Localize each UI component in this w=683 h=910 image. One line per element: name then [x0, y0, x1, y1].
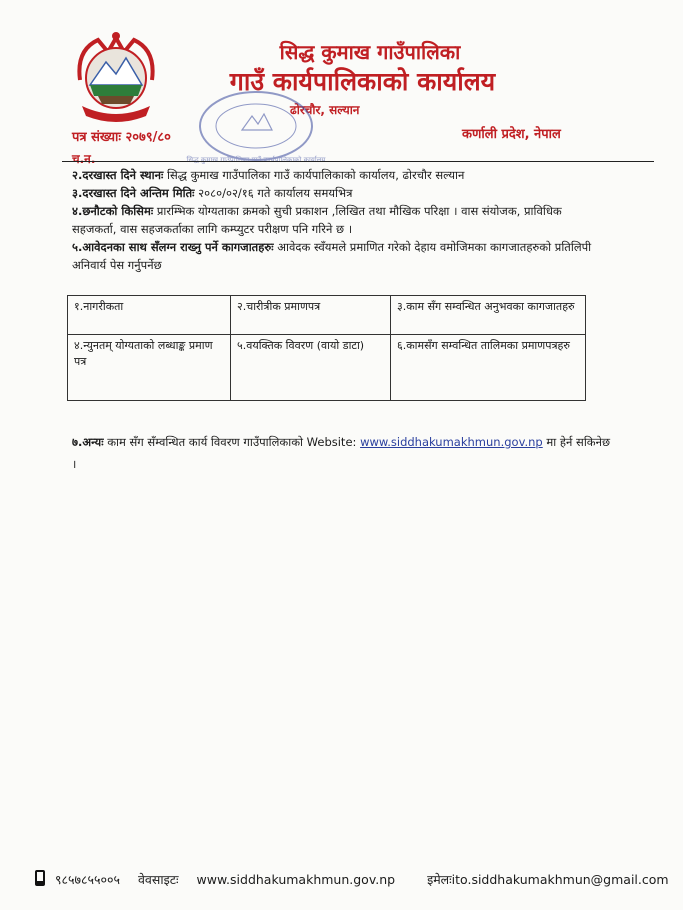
phone-icon [33, 870, 47, 886]
item-7-other: ७.अन्यः काम सँग सँम्वन्धित कार्य विवरण गाउँपालिकाको Website: www.siddhakumakhmun.gov.np मा हेर्न सकिनेछ । [72, 435, 611, 471]
footer-phone: ९८५७८५५००५ [54, 872, 120, 887]
item-5: ५.आवेदनका साथ सँलग्न राख्नु पर्ने कागजातहरुः आवेदक स्वँयमले प्रमाणित गरेको देहाय वमोजिमका कागजातहरुको प्रतिलिपी अनिवार्य पेस गर्नुपर्नेछ [72, 240, 592, 272]
footer-website: वेवसाइटः www.siddhakumakhmun.gov.np [137, 872, 396, 887]
province-name: कर्णाली प्रदेश, नेपाल [462, 127, 561, 142]
table-row [68, 296, 586, 335]
table-cell: ५.वयक्तिक विवरण (वायो डाटा) [231, 334, 391, 400]
reference-number: पत्र संख्याः २०७९/८० [72, 130, 171, 145]
dispatch-number: च.न. [72, 152, 96, 166]
footer-email: इमेलःito.siddhakumakhmun@gmail.com [427, 872, 669, 887]
item-3: ३.दरखास्त दिने अन्तिम मितिः २०८०/०२/१६ गते कार्यालय समयभित्र [72, 186, 353, 200]
item-4: ४.छनौटको किसिमः प्रारम्भिक योग्यताका क्रमको सुची प्रकाशन ,लिखित तथा मौखिक परिक्षा । वास संयोजक, प्राविधिक सहजकर्ता, वास सहजकर्ताका लागि कम्प्युटर परीक्षण पनि गरिने छ । [72, 204, 562, 236]
office-name: गाउँ कार्यपालिकाको कार्यालय [229, 67, 496, 96]
header-divider [62, 161, 654, 162]
table-cell: ६.कामसँग सम्वन्धित तालिमका प्रमाणपत्रहरु [391, 334, 586, 400]
table-cell: ४.न्युनतम् योग्यताको लब्धाङ्क प्रमाण पत्र [68, 334, 231, 400]
table-cell: १.नागरीकता [68, 296, 231, 335]
office-address: ढोरचौर, सल्यान [290, 103, 360, 117]
website-link[interactable]: www.siddhakumakhmun.gov.np [360, 435, 543, 449]
svg-text:सिद्ध कुमाख गाउँपालिका गाउँ का: सिद्ध कुमाख गाउँपालिका गाउँ कार्यपालिकाको कार्यालय [186, 156, 326, 164]
required-documents-table [67, 295, 586, 401]
table-row [68, 334, 586, 400]
table-cell: ३.काम सँग सम्वन्धित अनुभवका कागजातहरु [391, 296, 586, 335]
item-2: २.दरखास्त दिने स्थानः सिद्ध कुमाख गाउँपालिका गाउँ कार्यपालिकाको कार्यालय, ढोरचौर सल्यान [72, 168, 465, 182]
notice-body [72, 166, 602, 274]
footer-contact [33, 870, 669, 888]
municipality-name: सिद्ध कुमाख गाउँपालिका [279, 40, 461, 64]
table-cell: २.चारीत्रीक प्रमाणपत्र [231, 296, 391, 335]
